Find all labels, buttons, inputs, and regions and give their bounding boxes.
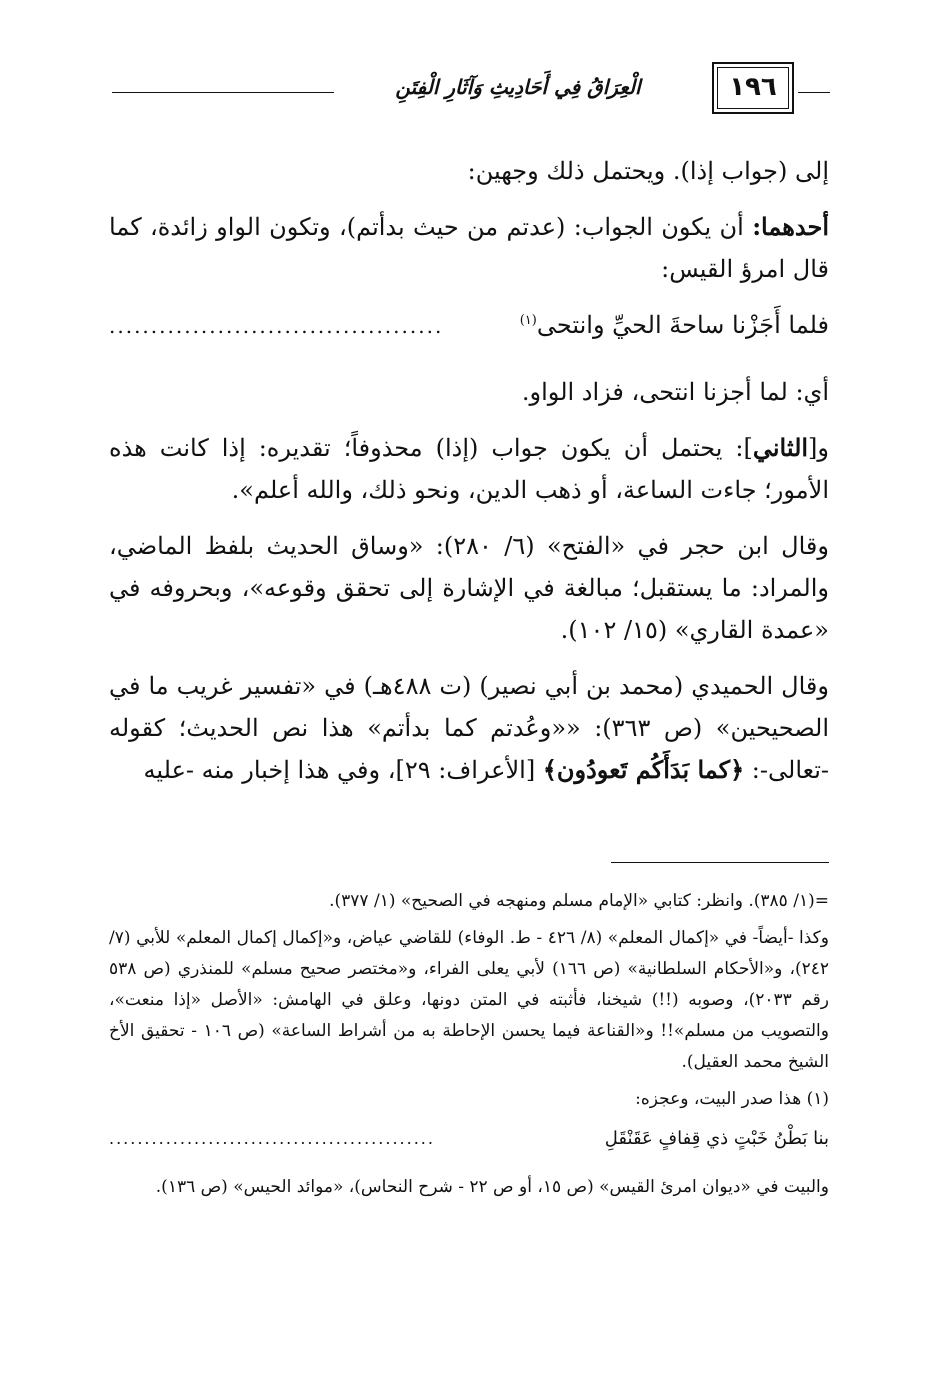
poem-ellipsis: ........................................: [109, 314, 444, 338]
main-text: [109, 150, 829, 805]
paragraph-6-tail: [الأعراف: ٢٩]، وفي هذا إخبار منه -عليه: [143, 756, 543, 784]
footnote-poem-verse: [109, 1123, 829, 1154]
footnote-1: (١) هذا صدر البيت، وعجزه:: [635, 1089, 829, 1109]
poem-hemistich: فلما أَجَزْنا ساحةَ الحيِّ وانتحى: [536, 311, 829, 339]
footnote-references: وكذا -أيضاً- في «إكمال المعلم» (٨/ ٤٢٦ - ط. الوفاء) للقاضي عياض، و«إكمال إكمال المعلم» للأبي (٧/ ٢٤٢)، و«الأحكام السلطانية» (ص ١٦٦) لأبي يعلى الفراء، و«مختصر صحيح مسلم» للمنذري (ص ٥٣٨ رقم ٢٠٣٣)، وصوبه (!!) شيخنا، فأثبته في المتن دونها، وعلق في الهامش: «الأصل «إذا منعت»، والتصويب من مسلم»!! و«القناعة فيما يحسن الإحاطة به من أشراط الساعة» (ص ١٠٦ - تحقيق الأخ الشيخ محمد العقيل).: [109, 928, 829, 1072]
footnotes: [109, 886, 829, 1209]
paragraph-4-prefix: و[: [808, 434, 829, 462]
paragraph-6-text: وقال الحميدي (محمد بن أبي نصير) (ت ٤٨٨هـ) في «تفسير غريب ما في الصحيحين» (ص ٣٦٣): ««وعُدتم كما بدأتم» هذا نص الحديث؛ كقوله -تعالى-:: [109, 672, 829, 784]
poem-hemistich-wrap: [520, 304, 829, 346]
paragraph-3: [109, 371, 829, 413]
page-number: ١٩٦: [729, 72, 777, 102]
page-number-box: [712, 62, 794, 114]
footnote-ref-1: (١): [519, 313, 537, 328]
book-title: الْعِرَاقُ فِي أَحَادِيثِ وَآثَارِ الْفِتَنِ: [395, 75, 641, 99]
footnote-poem-ellipsis: ..............................................: [109, 1129, 435, 1148]
paragraph-4-text: ]: يحتمل أن يكون جواب (إذا) محذوفاً؛ تقديره: إذا كانت هذه الأمور؛ جاءت الساعة، أو ذهب الدين، ونحو ذلك، والله أعلم».: [109, 434, 829, 504]
paragraph-1: [109, 150, 829, 192]
paragraph-5: [109, 525, 829, 651]
paragraph-4: [109, 427, 829, 511]
paragraph-2-text: أن يكون الجواب: (عدتم من حيث بدأتم)، وتكون الواو زائدة، كما قال امرؤ القيس:: [109, 213, 829, 283]
header-rule-left: [112, 92, 334, 93]
paragraph-1-text: إلى (جواب إذا). ويحتمل ذلك وجهين:: [467, 157, 829, 185]
poem-verse: [109, 304, 829, 347]
footnote-poem-hemistich: بنا بَطْنُ خَبْتٍ ذي قِفافٍ عَقَنْقَلِ: [604, 1128, 829, 1149]
footnote-separator: [611, 862, 829, 863]
second-option-label: الثاني: [752, 433, 809, 462]
quran-quote: ﴿كما بَدَأَكُم تَعودُون﴾: [542, 755, 745, 784]
first-option-label: أحدهما:: [752, 212, 829, 241]
header-rule-right: [798, 92, 830, 93]
paragraph-2: [109, 206, 829, 290]
page-header: [112, 58, 830, 122]
footnote-continuation: =(١/ ٣٨٥). وانظر: كتابي «الإمام مسلم ومنهجه في الصحيح» (١/ ٣٧٧).: [329, 891, 829, 911]
paragraph-5-text: وقال ابن حجر في «الفتح» (٦/ ٢٨٠): «وساق الحديث بلفظ الماضي، والمراد: ما يستقبل؛ مبالغة في الإشارة إلى تحقق وقوعه»، وبحروفه في «عمدة القاري» (١٥/ ١٠٢).: [109, 532, 829, 644]
paragraph-3-text: أي: لما أجزنا انتحى، فزاد الواو.: [521, 378, 829, 406]
paragraph-6: [109, 665, 829, 791]
footnote-source: والبيت في «ديوان امرئ القيس» (ص ١٥، أو ص ٢٢ - شرح النحاس)، «موائد الحيس» (ص ١٣٦).: [155, 1177, 829, 1197]
